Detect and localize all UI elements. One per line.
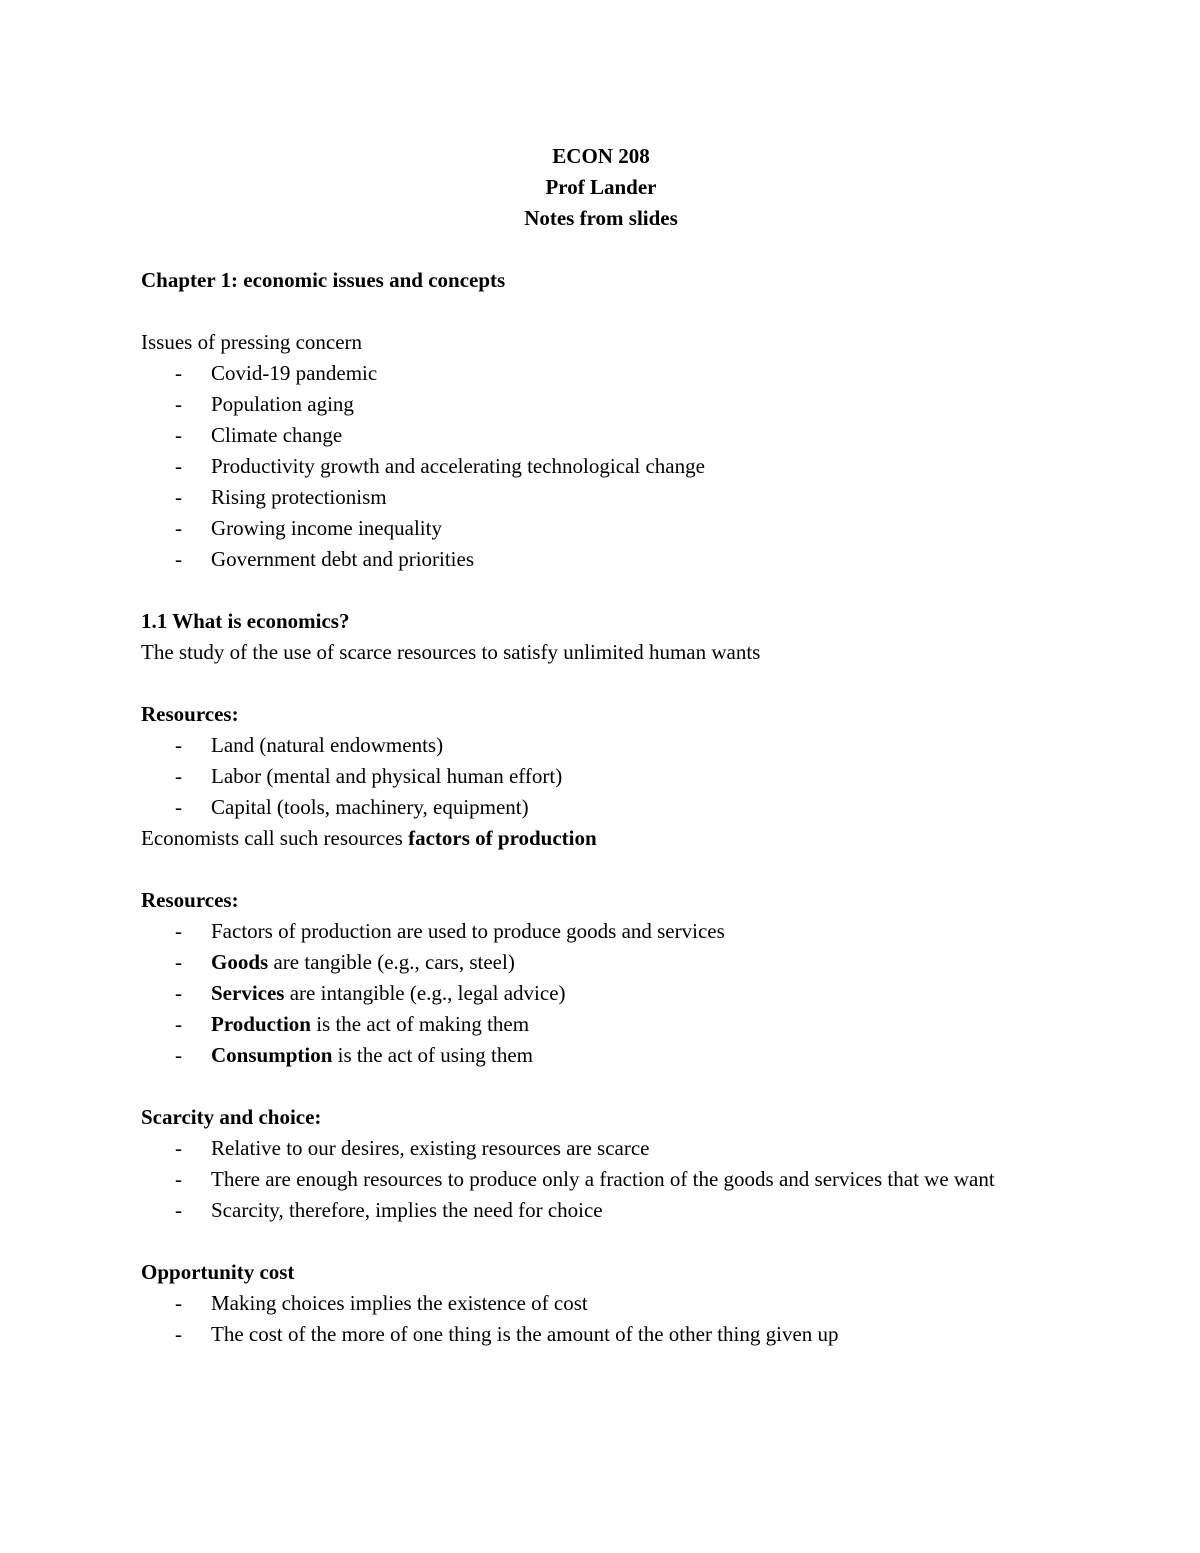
list-item-text (211, 1009, 1061, 1040)
list-item-text: There are enough resources to produce only a fraction of the goods and services that we want (211, 1167, 995, 1191)
spacer (141, 296, 1061, 327)
list-item-text: Government debt and priorities (211, 547, 475, 571)
dash-bullet: - (175, 1291, 182, 1315)
dash-bullet: - (175, 764, 182, 788)
issues-heading: Issues of pressing concern (141, 330, 363, 354)
dash-bullet: - (175, 950, 182, 974)
list-item-text: Relative to our desires, existing resources are scarce (211, 1136, 650, 1160)
dash-bullet: - (175, 1136, 182, 1160)
list-item-text: Capital (tools, machinery, equipment) (211, 795, 529, 819)
list-item (141, 358, 1061, 389)
spacer (141, 234, 1061, 265)
list-item-text: Land (natural endowments) (211, 733, 444, 757)
list-item (141, 1288, 1061, 1319)
list-item-text: Making choices implies the existence of cost (211, 1291, 588, 1315)
resources-list (141, 730, 1061, 823)
dash-bullet: - (175, 1012, 182, 1036)
list-item (141, 1009, 1061, 1040)
resources-heading-2: Resources: (141, 888, 239, 912)
dash-bullet: - (175, 733, 182, 757)
term-description: is the act of using them (332, 1043, 534, 1067)
list-item (141, 792, 1061, 823)
resources-heading: Resources: (141, 702, 239, 726)
list-item-text: Rising protectionism (211, 485, 387, 509)
dash-bullet: - (175, 547, 182, 571)
list-item (141, 544, 1061, 575)
list-item-text: Climate change (211, 423, 343, 447)
list-item (141, 1164, 1061, 1195)
term-services: Services (211, 981, 285, 1005)
list-item-text (211, 1040, 1061, 1071)
list-item-text: Productivity growth and accelerating technological change (211, 454, 705, 478)
document-page (141, 141, 1061, 1350)
term-consumption: Consumption (211, 1043, 333, 1067)
scarcity-list (141, 1133, 1061, 1226)
spacer (141, 854, 1061, 885)
dash-bullet: - (175, 919, 182, 943)
economics-definition: The study of the use of scarce resources to satisfy unlimited human wants (141, 640, 761, 664)
list-item-text: Factors of production are used to produce goods and services (211, 919, 725, 943)
list-item (141, 389, 1061, 420)
section-heading-what-is-economics: 1.1 What is economics? (141, 609, 350, 633)
dash-bullet: - (175, 1043, 182, 1067)
dash-bullet: - (175, 454, 182, 478)
spacer (141, 1071, 1061, 1102)
dash-bullet: - (175, 1198, 182, 1222)
dash-bullet: - (175, 795, 182, 819)
list-item-text: The cost of the more of one thing is the amount of the other thing given up (211, 1322, 839, 1346)
dash-bullet: - (175, 392, 182, 416)
resources-details-list (141, 916, 1061, 1071)
professor-name: Prof Lander (545, 175, 657, 199)
dash-bullet: - (175, 423, 182, 447)
term-production: Production (211, 1012, 311, 1036)
document-header (141, 141, 1061, 234)
list-item (141, 730, 1061, 761)
list-item (141, 1195, 1061, 1226)
dash-bullet: - (175, 361, 182, 385)
opportunity-cost-heading: Opportunity cost (141, 1260, 295, 1284)
issues-list (141, 358, 1061, 575)
spacer (141, 575, 1061, 606)
list-item (141, 978, 1061, 1009)
factors-of-production-note (141, 823, 1061, 854)
list-item (141, 761, 1061, 792)
list-item-text (211, 978, 1061, 1009)
list-item (141, 916, 1061, 947)
list-item (141, 482, 1061, 513)
course-title: ECON 208 (552, 144, 650, 168)
term-description: are tangible (e.g., cars, steel) (268, 950, 515, 974)
opportunity-cost-list (141, 1288, 1061, 1350)
list-item-text: Covid-19 pandemic (211, 361, 378, 385)
list-item (141, 451, 1061, 482)
dash-bullet: - (175, 516, 182, 540)
list-item (141, 1319, 1061, 1350)
note-text: Economists call such resources (141, 826, 409, 850)
spacer (141, 1226, 1061, 1257)
document-subtitle: Notes from slides (524, 206, 678, 230)
list-item (141, 513, 1061, 544)
term-goods: Goods (211, 950, 269, 974)
dash-bullet: - (175, 981, 182, 1005)
note-term: factors of production (408, 826, 597, 850)
chapter-heading: Chapter 1: economic issues and concepts (141, 268, 506, 292)
list-item (141, 947, 1061, 978)
term-description: are intangible (e.g., legal advice) (284, 981, 566, 1005)
list-item-text: Growing income inequality (211, 516, 442, 540)
scarcity-heading: Scarcity and choice: (141, 1105, 322, 1129)
term-description: is the act of making them (310, 1012, 530, 1036)
list-item (141, 420, 1061, 451)
list-item-text: Labor (mental and physical human effort) (211, 764, 563, 788)
dash-bullet: - (175, 1167, 182, 1191)
list-item (141, 1040, 1061, 1071)
list-item-text: Scarcity, therefore, implies the need for choice (211, 1198, 603, 1222)
dash-bullet: - (175, 1322, 182, 1346)
spacer (141, 668, 1061, 699)
dash-bullet: - (175, 485, 182, 509)
list-item (141, 1133, 1061, 1164)
list-item-text: Population aging (211, 392, 354, 416)
list-item-text (211, 947, 1061, 978)
